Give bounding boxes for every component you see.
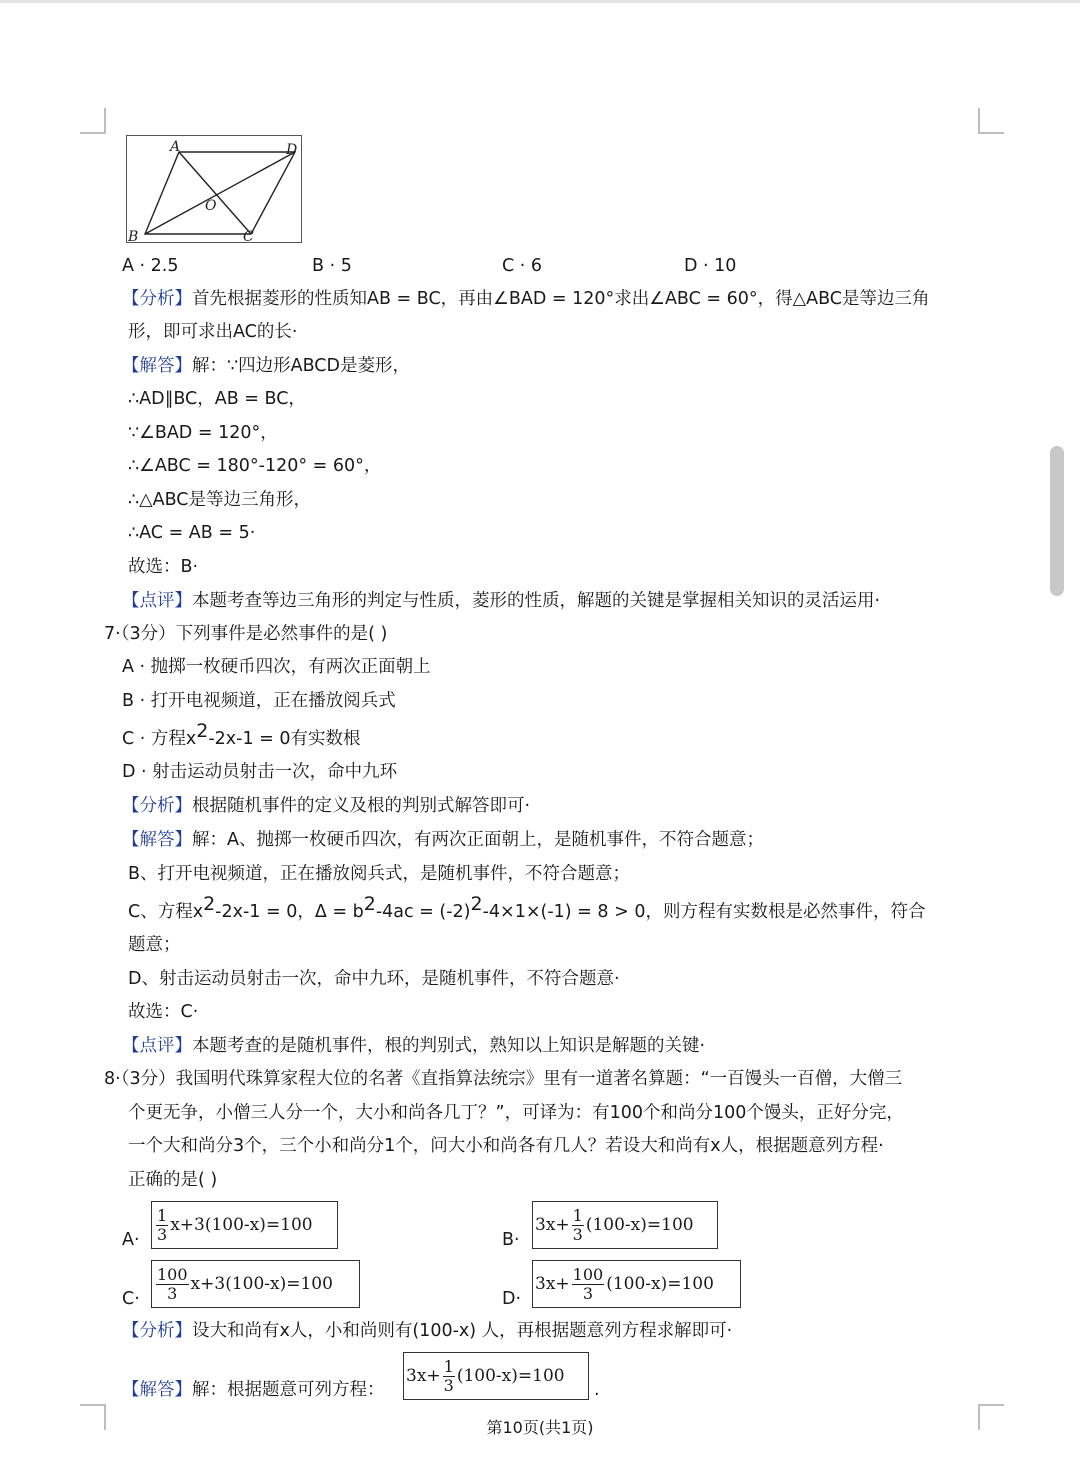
q6-option-b: B · 5: [312, 256, 352, 276]
q7-solution-c-exp1: 2: [203, 893, 216, 915]
fraction-numerator: 1: [157, 1205, 168, 1225]
q8-analysis: [122, 1319, 732, 1343]
q7-option-c: [122, 720, 361, 751]
q7-solution-d: D、射击运动员射击一次，命中九环，是随机事件，不符合题意·: [128, 969, 620, 989]
q8-stem-4: 正确的是( ): [128, 1170, 218, 1190]
q7-option-a: A · 抛掷一枚硬币四次，有两次正面朝上: [122, 657, 431, 677]
q7-solution-c-part1: C、方程x: [128, 902, 204, 922]
q6-analysis-text: 首先根据菱形的性质知AB = BC，再由∠BAD = 120°求出∠ABC = 60°，得△ABC是等边三角: [192, 289, 930, 309]
vertex-label-b: B: [128, 229, 139, 244]
comment-tag: 【点评】: [122, 1036, 192, 1056]
crop-mark-top-right: [978, 108, 1004, 134]
q8-analysis-text: 设大和尚有x人，小和尚则有(100-x) 人，再根据题意列方程求解即可·: [192, 1321, 733, 1341]
top-edge: [0, 0, 1080, 3]
q7-analysis-text: 根据随机事件的定义及根的判别式解答即可·: [192, 796, 531, 816]
rhombus-diagram: [127, 136, 303, 244]
equation-rest: (100-x)=100: [456, 1366, 565, 1386]
q8-solution-end: .: [594, 1380, 600, 1400]
equation-pre: 3x+: [535, 1215, 570, 1235]
solution-tag: 【解答】: [122, 356, 192, 376]
fraction-denominator: 3: [443, 1375, 454, 1395]
analysis-tag: 【分析】: [122, 1321, 192, 1341]
fraction-numerator: 100: [572, 1264, 604, 1284]
crop-mark-top-left: [80, 108, 106, 134]
q8-stem-1: 8·（3分）我国明代珠算家程大位的名著《直指算法统宗》里有一道著名算题：“一百馒头一百僧，大僧三: [104, 1069, 903, 1089]
q7-analysis: [122, 794, 530, 818]
vertex-label-a: A: [170, 139, 181, 155]
comment-tag: 【点评】: [122, 591, 192, 611]
vertex-label-c: C: [243, 229, 254, 244]
fraction: [572, 1266, 605, 1303]
equation-pre: 3x+: [535, 1274, 570, 1294]
q8-option-d-label: D·: [502, 1289, 522, 1309]
q7-comment-text: 本题考查的是随机事件，根的判别式，熟知以上知识是解题的关键·: [192, 1036, 706, 1056]
q6-comment-text: 本题考查等边三角形的判定与性质，菱形的性质，解题的关键是掌握相关知识的灵活运用·: [192, 591, 881, 611]
scrollbar-thumb[interactable]: [1050, 446, 1064, 596]
q7-solution-c-part4: -4×1×(-1) = 8 > 0，则方程有实数根是必然事件，符合: [482, 902, 926, 922]
q7-option-d: D · 射击运动员射击一次，命中九环: [122, 762, 398, 782]
q6-analysis: [122, 287, 930, 311]
equation-rest: x+3(100-x)=100: [170, 1215, 313, 1235]
q6-step-5: ∴AC = AB = 5·: [128, 523, 256, 543]
page-number: 第10页(共1页): [486, 1418, 594, 1437]
fraction-numerator: 100: [157, 1264, 188, 1284]
q8-option-c-equation: [151, 1260, 360, 1308]
q7-choice: 故选：C·: [128, 1002, 199, 1022]
fraction-denominator: 3: [572, 1224, 583, 1244]
q7-solution-c: [128, 893, 926, 924]
fraction: [156, 1207, 168, 1244]
rhombus-figure: [126, 135, 302, 243]
q7-solution-c-cont: 题意；: [128, 935, 181, 955]
q8-option-a-label: A·: [122, 1230, 140, 1250]
q6-option-c: C · 6: [502, 256, 543, 276]
q6-step-2: ∵∠BAD = 120°，: [128, 423, 278, 443]
q6-option-d: D · 10: [684, 256, 737, 276]
solution-tag: 【解答】: [122, 830, 192, 850]
q6-comment: [122, 589, 880, 613]
q7-solution: [122, 828, 764, 852]
fraction-numerator: 1: [443, 1356, 454, 1376]
solution-tag: 【解答】: [122, 1380, 192, 1400]
q8-option-d-equation: [532, 1260, 741, 1308]
equation-rest: (100-x)=100: [606, 1274, 714, 1294]
q6-solution: [122, 354, 410, 378]
fraction: [443, 1358, 455, 1395]
q8-solution-text: 解：根据题意可列方程：: [192, 1380, 385, 1400]
fraction: [156, 1266, 189, 1303]
q7-comment: [122, 1034, 705, 1058]
q6-step-3: ∴∠ABC = 180°-120° = 60°，: [128, 456, 382, 476]
fraction-denominator: 3: [167, 1283, 178, 1303]
equation-rest: (100-x)=100: [585, 1215, 694, 1235]
fraction-denominator: 3: [582, 1283, 594, 1303]
q8-solution-equation: [403, 1352, 589, 1400]
analysis-tag: 【分析】: [122, 289, 192, 309]
q7-option-c-pre: C · 方程x: [122, 729, 197, 749]
fraction-numerator: 1: [572, 1205, 583, 1225]
diagonal-ac: [179, 152, 251, 234]
q7-solution-c-exp3: 2: [470, 893, 483, 915]
analysis-tag: 【分析】: [122, 796, 192, 816]
q7-solution-c-exp2: 2: [363, 893, 376, 915]
q7-option-c-exp: 2: [196, 720, 209, 742]
fraction-denominator: 3: [157, 1224, 168, 1244]
q7-option-c-post: -2x-1 = 0有实数根: [208, 729, 361, 749]
center-label-o: O: [205, 198, 217, 214]
q8-option-a-equation: [151, 1201, 338, 1249]
equation-pre: 3x+: [406, 1366, 441, 1386]
q7-solution-b: B、打开电视频道，正在播放阅兵式，是随机事件，不符合题意；: [128, 864, 631, 884]
q8-option-c-label: C·: [122, 1289, 140, 1309]
vertex-label-d: D: [286, 142, 298, 158]
q6-option-a: A · 2.5: [122, 256, 179, 276]
q7-solution-c-part2: -2x-1 = 0，Δ = b: [215, 902, 364, 922]
q7-solution-c-part3: -4ac = (-2): [375, 902, 471, 922]
q8-solution: [122, 1378, 385, 1402]
equation-rest: x+3(100-x)=100: [190, 1274, 333, 1294]
q6-choice: 故选：B·: [128, 557, 199, 577]
q6-step-4: ∴△ABC是等边三角形，: [128, 490, 311, 510]
q8-option-b-equation: [532, 1201, 718, 1249]
q6-solution-text: 解：∵四边形ABCD是菱形，: [192, 356, 410, 376]
q8-option-b-label: B·: [502, 1230, 520, 1250]
q8-stem-3: 一个大和尚分3个，三个小和尚分1个，问大小和尚各有几人？若设大和尚有x人，根据题意列方程·: [128, 1136, 884, 1156]
q6-analysis-cont: 形，即可求出AC的长·: [128, 322, 298, 342]
q6-step-1: ∴AD∥BC，AB = BC，: [128, 389, 306, 409]
q7-stem: 7·（3分）下列事件是必然事件的是( ): [104, 624, 388, 644]
q7-option-b: B · 打开电视频道，正在播放阅兵式: [122, 691, 396, 711]
q8-stem-2: 个更无争，小僧三人分一个，大小和尚各几丁？”，可译为：有100个和尚分100个馒头，正好分完，: [128, 1103, 904, 1123]
fraction: [572, 1207, 584, 1244]
q7-solution-text: 解：A、抛掷一枚硬币四次，有两次正面朝上，是随机事件，不符合题意；: [192, 830, 764, 850]
